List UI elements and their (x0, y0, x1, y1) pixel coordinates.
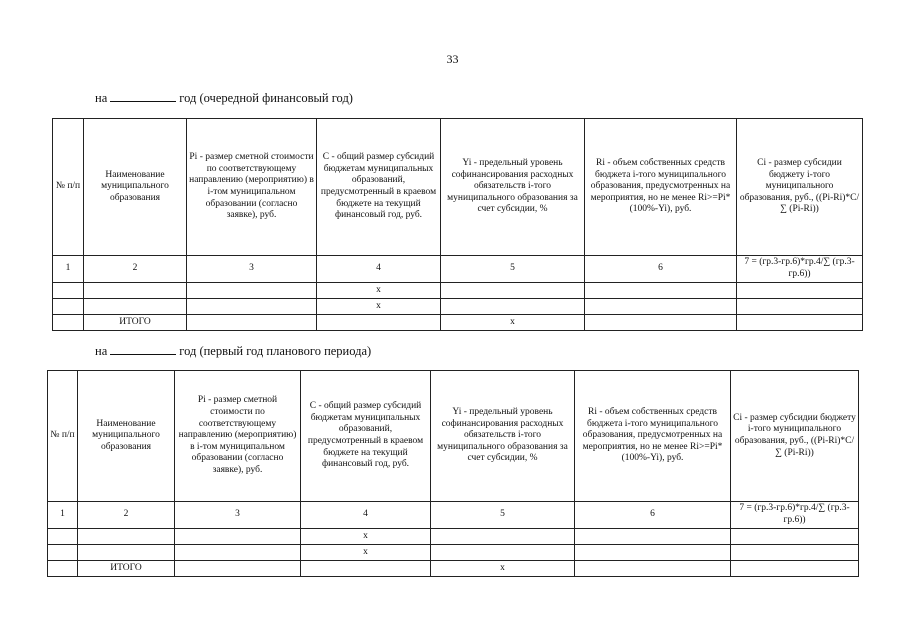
page-number: 33 (446, 52, 459, 66)
table-cell[interactable] (84, 299, 187, 315)
header-row (48, 371, 859, 502)
table-cell[interactable] (175, 561, 301, 577)
header-cell: Yi - предельный уровень софинансирования расходных обязательств i-того муниципального образования за счет субсидии, % (441, 119, 585, 256)
table-cell[interactable] (575, 529, 731, 545)
column-number: 3 (175, 502, 301, 529)
table-cell[interactable] (441, 299, 585, 315)
column-number: 3 (187, 256, 317, 283)
table-cell[interactable] (731, 529, 859, 545)
header-cell: Pi - размер сметной стоимости по соответствующему направлению (мероприятию) в i-том муниципальном образовании (согласно заявке), руб. (187, 119, 317, 256)
column-number-row (53, 256, 863, 283)
header-row (53, 119, 863, 256)
header-cell: Ci - размер субсидии бюджету i-того муниципального образования, руб., ((Pi-Ri)*C/∑ (Pi-Ri)) (731, 371, 859, 502)
table-cell[interactable] (48, 529, 78, 545)
column-number: 6 (575, 502, 731, 529)
column-number: 5 (441, 256, 585, 283)
header-cell: С - общий размер субсидий бюджетам муниципальных образований, предусмотренный в краевом бюджете на текущий финансовый год, руб. (301, 371, 431, 502)
table-cell[interactable] (737, 315, 863, 331)
table-cell[interactable] (187, 283, 317, 299)
header-cell: Ri - объем собственных средств бюджета i-того муниципального образования, предусмотренных на мероприятия, но не менее Ri>=Pi*(100%-Yi), руб. (575, 371, 731, 502)
column-number: 6 (585, 256, 737, 283)
table-cell[interactable] (53, 283, 84, 299)
table-cell: х (431, 561, 575, 577)
header-cell: Yi - предельный уровень софинансирования расходных обязательств i-того муниципального образования за счет субсидии, % (431, 371, 575, 502)
table-cell[interactable] (187, 315, 317, 331)
header-cell: С - общий размер субсидий бюджетам муниципальных образований, предусмотренный в краевом бюджете на текущий финансовый год, руб. (317, 119, 441, 256)
table-cell[interactable] (575, 561, 731, 577)
column-number: 4 (317, 256, 441, 283)
header-cell: № п/п (53, 119, 84, 256)
table-cell[interactable] (187, 299, 317, 315)
table-cell[interactable] (53, 299, 84, 315)
column-number: 4 (301, 502, 431, 529)
table-cell[interactable] (301, 561, 431, 577)
table-cell[interactable] (78, 529, 175, 545)
table-cell[interactable] (431, 545, 575, 561)
column-number-row (48, 502, 859, 529)
table-cell[interactable] (585, 299, 737, 315)
table-cell[interactable] (175, 545, 301, 561)
column-number: 1 (48, 502, 78, 529)
subsidy-table-current-year (52, 118, 863, 331)
total-label: ИТОГО (78, 561, 175, 577)
column-number: 1 (53, 256, 84, 283)
table-cell[interactable] (737, 283, 863, 299)
header-cell: Наименование муниципального образования (78, 371, 175, 502)
table-cell[interactable] (317, 315, 441, 331)
header-cell: Ci - размер субсидии бюджету i-того муниципального образования, руб., ((Pi-Ri)*C/∑ (Pi-Ri)) (737, 119, 863, 256)
column-number: 2 (78, 502, 175, 529)
header-cell: Pi - размер сметной стоимости по соответствующему направлению (мероприятию) в i-том муниципальном образовании (согласно заявке), руб. (175, 371, 301, 502)
total-label: ИТОГО (84, 315, 187, 331)
table-cell: х (317, 283, 441, 299)
table-cell[interactable] (731, 545, 859, 561)
table-cell[interactable] (48, 545, 78, 561)
blank-year-line (110, 343, 176, 355)
header-cell: Ri - объем собственных средств бюджета i-того муниципального образования, предусмотренных на мероприятия, но не менее Ri>=Pi*(100%-Yi), руб. (585, 119, 737, 256)
section-caption (95, 343, 371, 359)
table-cell: х (301, 545, 431, 561)
table-cell[interactable] (175, 529, 301, 545)
total-row (48, 561, 859, 577)
table-cell[interactable] (441, 283, 585, 299)
blank-year-line (110, 90, 176, 102)
table-row (53, 283, 863, 299)
total-row (53, 315, 863, 331)
table-row (48, 529, 859, 545)
section-caption (95, 90, 353, 106)
caption-suffix: год (очередной финансовый год) (179, 91, 353, 105)
table-cell[interactable] (731, 561, 859, 577)
table-cell[interactable] (585, 315, 737, 331)
table-cell (53, 315, 84, 331)
table-cell[interactable] (575, 545, 731, 561)
table-cell: х (441, 315, 585, 331)
table-cell[interactable] (585, 283, 737, 299)
table-row (48, 545, 859, 561)
table-cell (48, 561, 78, 577)
table-cell[interactable] (84, 283, 187, 299)
column-number: 2 (84, 256, 187, 283)
table-cell[interactable] (78, 545, 175, 561)
table-cell[interactable] (431, 529, 575, 545)
table-cell: х (317, 299, 441, 315)
column-formula: 7 = (гр.3-гр.6)*гр.4/∑ (гр.3-гр.6)) (731, 502, 859, 529)
table-row (53, 299, 863, 315)
column-number: 5 (431, 502, 575, 529)
caption-prefix: на (95, 91, 108, 105)
table-cell: х (301, 529, 431, 545)
subsidy-table-first-planning-year (47, 370, 859, 577)
column-formula: 7 = (гр.3-гр.6)*гр.4/∑ (гр.3-гр.6)) (737, 256, 863, 283)
caption-suffix: год (первый год планового периода) (179, 344, 372, 358)
caption-prefix: на (95, 344, 108, 358)
header-cell: Наименование муниципального образования (84, 119, 187, 256)
table-cell[interactable] (737, 299, 863, 315)
header-cell: № п/п (48, 371, 78, 502)
